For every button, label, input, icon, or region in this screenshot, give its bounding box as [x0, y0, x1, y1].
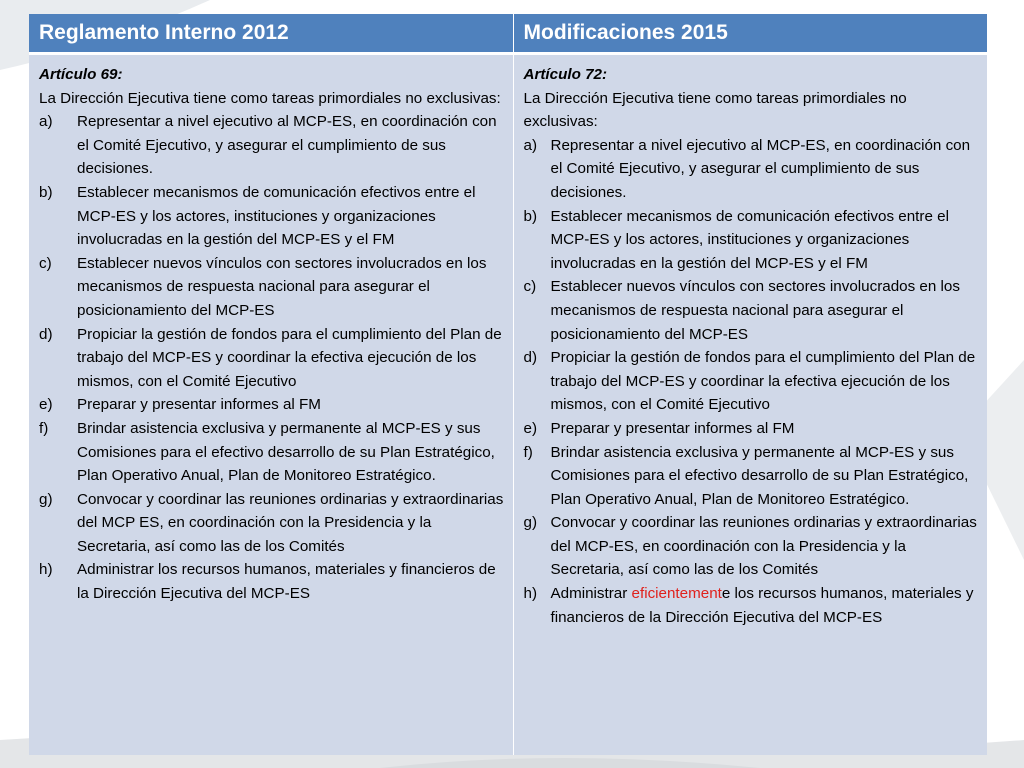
- item-text: Brindar asistencia exclusiva y permanente al MCP-ES y sus Comisiones para el efectivo desarrollo de su Plan Estratégico, Plan Operativo Anual, Plan de Monitoreo Estratégico.: [550, 443, 969, 508]
- item-marker: h): [39, 561, 53, 579]
- item-text: Preparar y presentar informes al FM: [77, 396, 321, 414]
- comparison-table: [29, 14, 987, 755]
- item-marker: h): [523, 585, 538, 603]
- list-item: [39, 252, 507, 323]
- item-marker: g): [523, 514, 538, 532]
- list-item: [39, 488, 507, 559]
- item-text: Establecer mecanismos de comunicación efectivos entre el MCP-ES y los actores, instituciones y organizaciones involucradas en la gestión del MCP-ES y el FM: [77, 183, 476, 249]
- item-marker: e): [523, 419, 538, 437]
- item-text: [551, 585, 974, 626]
- item-marker: c): [39, 254, 52, 272]
- item-text: Representar a nivel ejecutivo al MCP-ES, en coordinación con el Comité Ejecutivo, y asegurar el cumplimiento de sus decisiones.: [77, 113, 497, 178]
- item-text: Convocar y coordinar las reuniones ordinarias y extraordinarias del MCP ES, en coordinación con la Presidencia y la Secretaria, así como las de los Comités: [77, 490, 504, 555]
- item-text: Representar a nivel ejecutivo al MCP-ES, en coordinación con el Comité Ejecutivo, y asegurar el cumplimiento de sus decisiones.: [550, 136, 971, 201]
- item-marker: b): [523, 207, 538, 225]
- item-text: Establecer nuevos vínculos con sectores involucrados en los mecanismos de respuesta nacional para asegurar el posicionamiento del MCP-ES: [77, 254, 487, 319]
- list-item: [39, 323, 507, 394]
- item-marker: f): [523, 443, 533, 461]
- task-list: [524, 134, 982, 629]
- list-item: [524, 582, 982, 629]
- item-text: Brindar asistencia exclusiva y permanente al MCP-ES y sus Comisiones para el efectivo desarrollo de su Plan Estratégico, Plan Operativo Anual, Plan de Monitoreo Estratégico.: [77, 419, 495, 485]
- header-reglamento: Reglamento Interno 2012: [29, 14, 513, 54]
- list-item: [524, 417, 982, 441]
- item-text: Propiciar la gestión de fondos para el cumplimiento del Plan de trabajo del MCP-ES y coordinar la efectiva ejecución de los mismos, con el Comité Ejecutivo: [77, 325, 502, 390]
- column-modificaciones: [513, 54, 987, 756]
- header-row: [29, 14, 987, 54]
- item-marker: g): [39, 490, 53, 508]
- list-item: [524, 511, 982, 582]
- content-row: [29, 54, 987, 756]
- item-text-after: e los recursos humanos, materiales y financieros de la Dirección Ejecutiva del MCP-ES: [550, 585, 974, 626]
- list-item: [524, 205, 982, 276]
- article-title: Artículo 69:: [39, 66, 123, 83]
- item-marker: c): [523, 278, 537, 296]
- list-item: [39, 417, 507, 488]
- list-item: [524, 441, 982, 512]
- article-title: Artículo 72:: [523, 66, 608, 83]
- item-text: Convocar y coordinar las reuniones ordinarias y extraordinarias del MCP-ES, en coordinación con la Presidencia y la Secretaria, así como las de los Comités: [550, 514, 977, 579]
- item-text: Establecer mecanismos de comunicación efectivos entre el MCP-ES y los actores, instituciones y organizaciones involucradas en la gestión del MCP-ES y el FM: [550, 207, 949, 272]
- item-text: Establecer nuevos vínculos con sectores involucrados en los mecanismos de respuesta nacional para asegurar el posicionamiento del MCP-ES: [550, 278, 960, 343]
- list-item: [524, 134, 982, 205]
- item-text: Preparar y presentar informes al FM: [550, 419, 795, 437]
- item-marker: f): [39, 419, 49, 437]
- list-item: [39, 558, 507, 605]
- list-item: [524, 346, 982, 417]
- task-list: [39, 110, 507, 605]
- list-item: [39, 110, 507, 181]
- intro-text: La Dirección Ejecutiva tiene como tareas primordiales no exclusivas:: [523, 89, 907, 131]
- item-text-before: Administrar: [550, 585, 632, 603]
- item-marker: a): [39, 113, 53, 131]
- item-text: Propiciar la gestión de fondos para el cumplimiento del Plan de trabajo del MCP-ES y coordinar la efectiva ejecución de los mismos, con el Comité Ejecutivo: [550, 349, 976, 414]
- list-item: [39, 393, 507, 417]
- item-marker: b): [39, 183, 53, 201]
- intro-text: La Dirección Ejecutiva tiene como tareas primordiales no exclusivas:: [39, 89, 501, 107]
- item-text: Administrar los recursos humanos, materiales y financieros de la Dirección Ejecutiva del MCP-ES: [77, 561, 496, 603]
- list-item: [39, 181, 507, 252]
- item-marker: d): [39, 325, 53, 343]
- list-item: [524, 275, 982, 346]
- header-modificaciones: Modificaciones 2015: [513, 14, 987, 54]
- item-marker: e): [39, 396, 53, 414]
- item-marker: a): [523, 136, 538, 154]
- item-marker: d): [523, 349, 538, 367]
- column-reglamento: [29, 54, 513, 756]
- highlighted-word: eficientement: [631, 585, 722, 603]
